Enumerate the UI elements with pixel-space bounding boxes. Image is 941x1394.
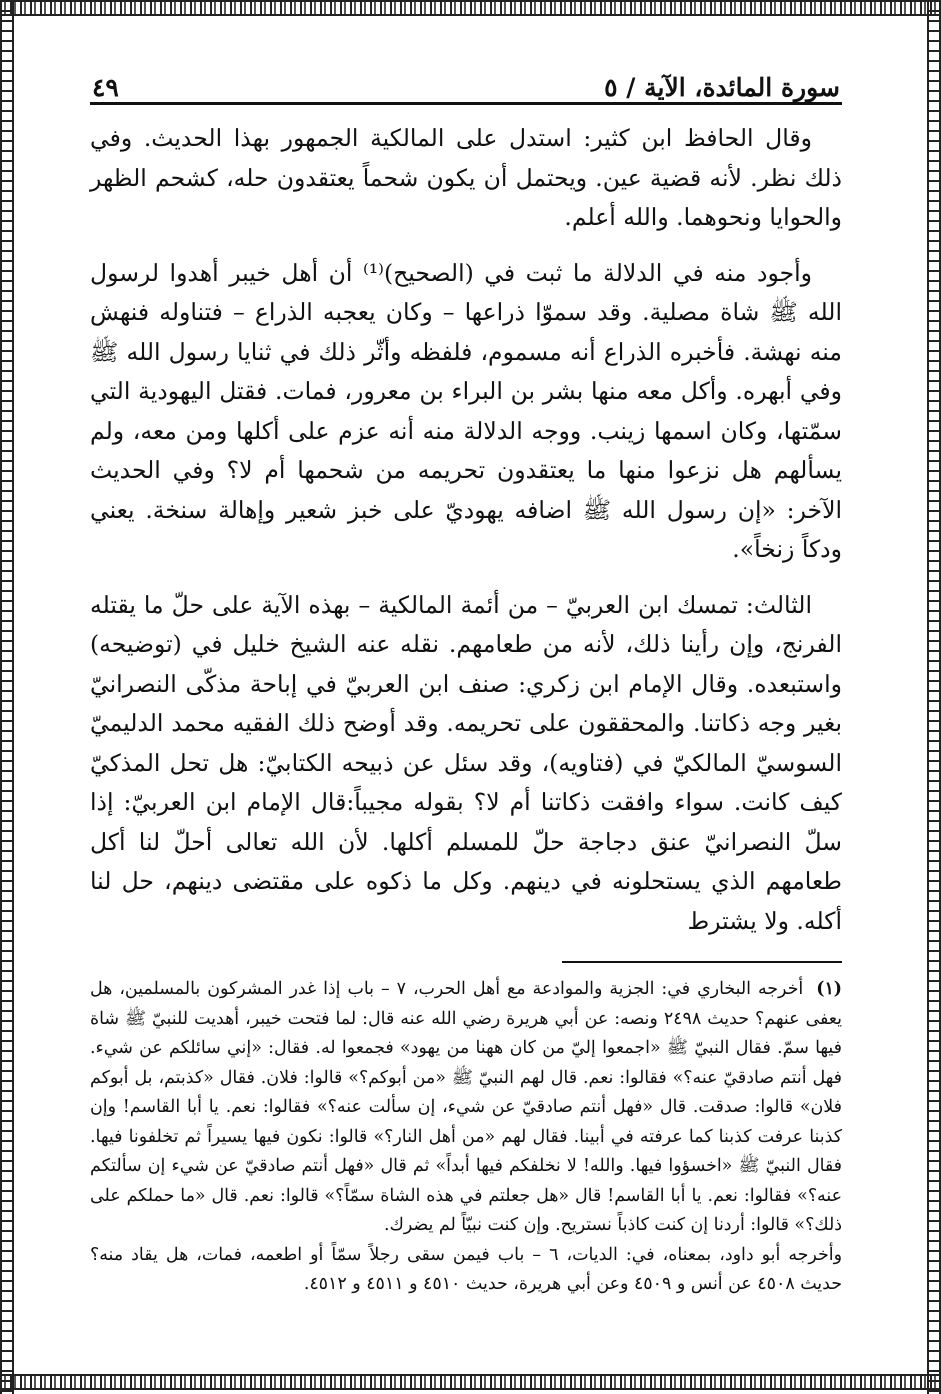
- footnotes: [90, 975, 842, 1300]
- running-header: [90, 60, 842, 105]
- decorative-border-left: [0, 0, 14, 1394]
- footnote-separator: [562, 961, 842, 963]
- footnote-marker: (١): [816, 979, 843, 999]
- paragraph-1: وقال الحافظ ابن كثير: استدل على المالكية الجمهور بهذا الحديث. وفي ذلك نظر. لأنه قضية عين. ويحتمل أن يكون شحماً يعتقدون حله، كشحم الظهر والحوايا ونحوهما. والله أعلم.: [90, 124, 842, 231]
- paragraph-2: وأجود منه في الدلالة ما ثبت في (الصحيح)⁽¹⁾ أن أهل خيبر أهدوا لرسول الله ﷺ شاة مصلية. وقد سموّا ذراعها – وكان يعجبه الذراع – فتناوله فنهش منه نهشة. فأخبره الذراع أنه مسموم، فلفظه وأثّر ذلك في ثنايا رسول الله ﷺ وفي أبهره. وأكل معه منها بشر بن البراء بن معرور، فمات. فقتل اليهودية التي سمّتها، وكان اسمها زينب. ووجه الدلالة منه أنه عزم على أكلها ومن معه، ولم يسألهم هل نزعوا منها ما يعتقدون تحريمه من شحمها أم لا؟ وفي الحديث الآخر: «إن رسول الله ﷺ اضافه يهوديّ على خبز شعير وإهالة سنخة. يعني ودكاً زنخاً».: [90, 258, 842, 563]
- page: [90, 60, 842, 1370]
- page-number: ٤٩: [92, 73, 119, 102]
- main-text: [90, 119, 842, 941]
- paragraph-3: الثالث: تمسك ابن العربيّ – من أئمة المالكية – بهذه الآية على حلّ ما يقتله الفرنج، وإن رأينا ذلك، لأنه من طعامهم. نقله عنه الشيخ خليل في (توضيحه) واستبعده. وقال الإمام ابن زكري: صنف ابن العربيّ في إباحة مذكّى النصرانيّ بغير وجه ذكاتنا. والمحققون على تحريمه. وقد أوضح ذلك الفقيه محمد الدليميّ السوسيّ المالكيّ في (فتاويه)، وقد سئل عن ذبيحه الكتابيّ: هل تحل المذكيّ كيف كانت. سواء وافقت ذكاتنا أم لا؟ بقوله مجيباً:قال الإمام ابن العربيّ: إذا سلّ النصرانيّ عنق دجاجة حلّ للمسلم أكلها. لأن الله تعالى أحلّ لنا أكل طعامهم الذي يستحلونه في دينهم. وكل ما ذكوه على مقتضى دينهم، حل لنا أكله. ولا يشترط: [90, 590, 842, 935]
- decorative-border-bottom: [0, 1374, 941, 1390]
- footnote-text: أخرجه البخاري في: الجزية والموادعة مع أهل الحرب، ٧ – باب إذا غدر المشركون بالمسلمين، هل يعفى عنهم؟ حديث ٢٤٩٨ ونصه: عن أبي هريرة رضي الله عنه قال: لما فتحت خيبر، أهديت للنبيّ ﷺ شاة فيها سمّ. فقال النبيّ ﷺ «اجمعوا إليّ من كان ههنا من يهود» فجمعوا له. فقال: «إني سائلكم عن شيء. فهل أنتم صادقيّ عنه؟» فقالوا: نعم. قال لهم النبيّ ﷺ «من أبوكم؟» قالوا: فلان. فقال «كذبتم، بل أبوكم فلان» قالوا: صدقت. قال «فهل أنتم صادقيّ عن شيء، إن سألت عنه؟» فقالوا: نعم. يا أبا القاسم! وإن كذبنا عرفت كذبنا كما عرفته في أبينا. فقال لهم «من أهل النار؟» قالوا: نكون فيها يسيراً ثم تخلفونا فيها. فقال النبيّ ﷺ «اخسؤوا فيها. والله! لا نخلفكم فيها أبداً» ثم قال «فهل أنتم صادقيّ عن شيء إن سألتكم عنه؟» فقالوا: نعم. يا أبا القاسم! قال «هل جعلتم في هذه الشاة سمّاً؟» قالوا: نعم. قال «ما حملكم على ذلك؟» قالوا: أردنا إن كنت كاذباً نستريح. وإن كنت نبيّاً لم يضرك.: [90, 979, 842, 1235]
- decorative-border-right: [927, 0, 941, 1394]
- page-title: سورة المائدة، الآية / ٥: [604, 73, 840, 102]
- decorative-border-top: [0, 0, 941, 16]
- footnote-1-continuation: وأخرجه أبو داود، بمعناه، في: الديات، ٦ – باب فيمن سقى رجلاً سمّاً أو اطعمه، فمات، هل يقاد منه؟ حديث ٤٥٠٨ عن أنس و ٤٥٠٩ وعن أبي هريرة، حديث ٤٥١٠ و ٤٥١١ و ٤٥١٢.: [90, 1244, 842, 1294]
- footnote-1: [90, 975, 842, 1241]
